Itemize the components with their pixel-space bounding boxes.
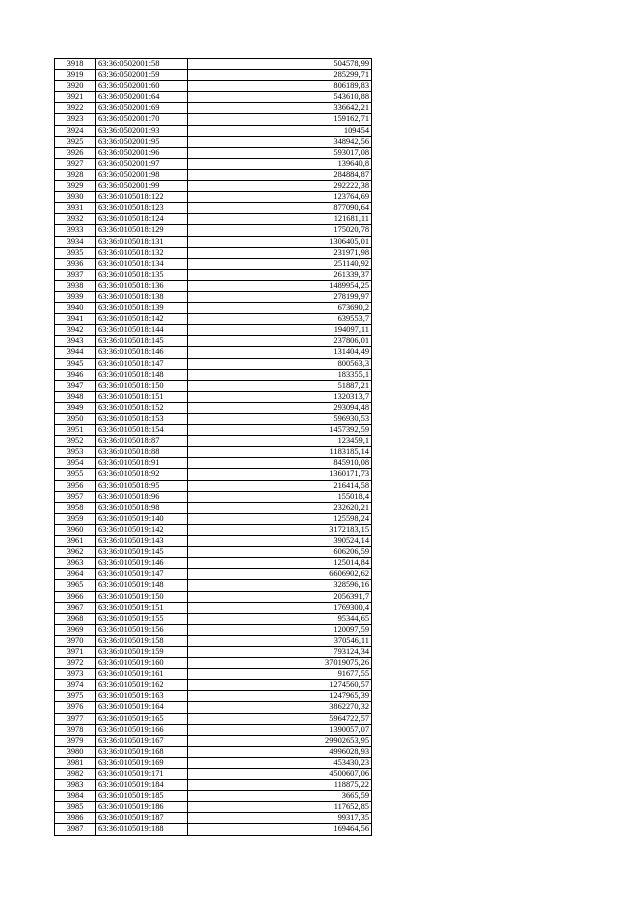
cadastral-number-cell: 63:36:0105018:135 [96, 269, 188, 280]
value-cell: 123764,69 [188, 192, 372, 203]
table-row [55, 780, 372, 791]
table-row [55, 402, 372, 413]
table-row [55, 92, 372, 103]
row-number-cell: 3969 [55, 624, 96, 635]
cadastral-number-cell: 63:36:0105018:151 [96, 391, 188, 402]
row-number-cell: 3926 [55, 147, 96, 158]
row-number-cell: 3925 [55, 136, 96, 147]
cadastral-number-cell: 63:36:0105018:154 [96, 425, 188, 436]
row-number-cell: 3949 [55, 402, 96, 413]
table-row [55, 669, 372, 680]
value-cell: 1360171,73 [188, 469, 372, 480]
row-number-cell: 3979 [55, 735, 96, 746]
cadastral-number-cell: 63:36:0105019:160 [96, 658, 188, 669]
table-row [55, 802, 372, 813]
value-cell: 1457392,59 [188, 425, 372, 436]
table-row [55, 380, 372, 391]
cadastral-number-cell: 63:36:0502001:70 [96, 114, 188, 125]
cadastral-number-cell: 63:36:0105018:147 [96, 358, 188, 369]
row-number-cell: 3977 [55, 713, 96, 724]
table-row [55, 81, 372, 92]
value-cell: 3665,59 [188, 791, 372, 802]
row-number-cell: 3930 [55, 192, 96, 203]
table-row [55, 425, 372, 436]
row-number-cell: 3954 [55, 458, 96, 469]
cadastral-number-cell: 63:36:0502001:69 [96, 103, 188, 114]
row-number-cell: 3953 [55, 447, 96, 458]
cadastral-number-cell: 63:36:0105018:136 [96, 280, 188, 291]
row-number-cell: 3919 [55, 70, 96, 81]
value-cell: 543610,88 [188, 92, 372, 103]
row-number-cell: 3952 [55, 436, 96, 447]
row-number-cell: 3964 [55, 569, 96, 580]
cadastral-number-cell: 63:36:0105019:169 [96, 757, 188, 768]
cadastral-number-cell: 63:36:0105018:144 [96, 325, 188, 336]
value-cell: 4996028,93 [188, 746, 372, 757]
row-number-cell: 3982 [55, 769, 96, 780]
value-cell: 125598,24 [188, 513, 372, 524]
row-number-cell: 3948 [55, 391, 96, 402]
table-row [55, 414, 372, 425]
cadastral-number-cell: 63:36:0502001:59 [96, 70, 188, 81]
value-cell: 194097,11 [188, 325, 372, 336]
row-number-cell: 3938 [55, 280, 96, 291]
value-cell: 95344,65 [188, 613, 372, 624]
cadastral-number-cell: 63:36:0105019:142 [96, 524, 188, 535]
row-number-cell: 3970 [55, 635, 96, 646]
value-cell: 336642,21 [188, 103, 372, 114]
value-cell: 593017,08 [188, 147, 372, 158]
row-number-cell: 3983 [55, 780, 96, 791]
table-row [55, 824, 372, 835]
value-cell: 877090,64 [188, 203, 372, 214]
table-row [55, 602, 372, 613]
cadastral-number-cell: 63:36:0105018:87 [96, 436, 188, 447]
value-cell: 348942,56 [188, 136, 372, 147]
row-number-cell: 3958 [55, 502, 96, 513]
row-number-cell: 3931 [55, 203, 96, 214]
value-cell: 109454 [188, 125, 372, 136]
row-number-cell: 3965 [55, 580, 96, 591]
cadastral-number-cell: 63:36:0105019:151 [96, 602, 188, 613]
row-number-cell: 3966 [55, 591, 96, 602]
cadastral-number-cell: 63:36:0105019:186 [96, 802, 188, 813]
row-number-cell: 3947 [55, 380, 96, 391]
table-row [55, 658, 372, 669]
row-number-cell: 3962 [55, 547, 96, 558]
cadastral-number-cell: 63:36:0105018:129 [96, 225, 188, 236]
row-number-cell: 3923 [55, 114, 96, 125]
value-cell: 4500607,06 [188, 769, 372, 780]
table-row [55, 325, 372, 336]
cadastral-number-cell: 63:36:0105018:96 [96, 491, 188, 502]
value-cell: 121681,11 [188, 214, 372, 225]
cadastral-number-cell: 63:36:0502001:99 [96, 181, 188, 192]
row-number-cell: 3941 [55, 314, 96, 325]
value-cell: 5964722,57 [188, 713, 372, 724]
cadastral-number-cell: 63:36:0105019:164 [96, 702, 188, 713]
row-number-cell: 3950 [55, 414, 96, 425]
row-number-cell: 3928 [55, 169, 96, 180]
value-cell: 6606902,62 [188, 569, 372, 580]
table-row [55, 314, 372, 325]
value-cell: 155018,4 [188, 491, 372, 502]
value-cell: 1769300,4 [188, 602, 372, 613]
table-row [55, 358, 372, 369]
cadastral-number-cell: 63:36:0105019:161 [96, 669, 188, 680]
value-cell: 1489954,25 [188, 280, 372, 291]
value-cell: 1390057,07 [188, 724, 372, 735]
table-row [55, 613, 372, 624]
value-cell: 390524,14 [188, 536, 372, 547]
cadastral-number-cell: 63:36:0105019:156 [96, 624, 188, 635]
cadastral-number-cell: 63:36:0105018:131 [96, 236, 188, 247]
value-cell: 216414,58 [188, 480, 372, 491]
value-cell: 251140,92 [188, 258, 372, 269]
table-row [55, 192, 372, 203]
table-row [55, 624, 372, 635]
table-row [55, 114, 372, 125]
table-row [55, 269, 372, 280]
cadastral-number-cell: 63:36:0502001:95 [96, 136, 188, 147]
table-row [55, 702, 372, 713]
value-cell: 125014,84 [188, 558, 372, 569]
row-number-cell: 3927 [55, 158, 96, 169]
value-cell: 175020,78 [188, 225, 372, 236]
table-row [55, 591, 372, 602]
value-cell: 639553,7 [188, 314, 372, 325]
table-row [55, 258, 372, 269]
cadastral-number-cell: 63:36:0105018:134 [96, 258, 188, 269]
table-row [55, 580, 372, 591]
cadastral-number-cell: 63:36:0105019:145 [96, 547, 188, 558]
cadastral-number-cell: 63:36:0105019:166 [96, 724, 188, 735]
row-number-cell: 3933 [55, 225, 96, 236]
value-cell: 237806,01 [188, 336, 372, 347]
table-row [55, 103, 372, 114]
row-number-cell: 3942 [55, 325, 96, 336]
value-cell: 606206,59 [188, 547, 372, 558]
row-number-cell: 3921 [55, 92, 96, 103]
table-row [55, 436, 372, 447]
table-row [55, 59, 372, 70]
cadastral-number-cell: 63:36:0105018:98 [96, 502, 188, 513]
table-row [55, 524, 372, 535]
cadastral-number-cell: 63:36:0105019:147 [96, 569, 188, 580]
row-number-cell: 3944 [55, 347, 96, 358]
cadastral-number-cell: 63:36:0105018:153 [96, 414, 188, 425]
document-page [54, 58, 372, 836]
table-row [55, 236, 372, 247]
table-row [55, 646, 372, 657]
cadastral-number-cell: 63:36:0105019:143 [96, 536, 188, 547]
cadastral-number-cell: 63:36:0105019:188 [96, 824, 188, 835]
cadastral-number-cell: 63:36:0105019:159 [96, 646, 188, 657]
table-row [55, 491, 372, 502]
table-row [55, 547, 372, 558]
value-cell: 120097,59 [188, 624, 372, 635]
cadastral-number-cell: 63:36:0105019:165 [96, 713, 188, 724]
row-number-cell: 3976 [55, 702, 96, 713]
table-row [55, 225, 372, 236]
table-row [55, 680, 372, 691]
cadastral-number-cell: 63:36:0105019:171 [96, 769, 188, 780]
cadastral-number-cell: 63:36:0502001:93 [96, 125, 188, 136]
row-number-cell: 3932 [55, 214, 96, 225]
cadastral-number-cell: 63:36:0105019:158 [96, 635, 188, 646]
table-row [55, 169, 372, 180]
table-row [55, 735, 372, 746]
value-cell: 1274560,57 [188, 680, 372, 691]
table-body [55, 59, 372, 836]
value-cell: 596930,53 [188, 414, 372, 425]
cadastral-number-cell: 63:36:0105018:152 [96, 402, 188, 413]
row-number-cell: 3973 [55, 669, 96, 680]
row-number-cell: 3922 [55, 103, 96, 114]
table-row [55, 303, 372, 314]
value-cell: 1247965,39 [188, 691, 372, 702]
cadastral-number-cell: 63:36:0105018:95 [96, 480, 188, 491]
value-cell: 845910,08 [188, 458, 372, 469]
value-cell: 37019075,26 [188, 658, 372, 669]
value-cell: 806189,83 [188, 81, 372, 92]
table-row [55, 513, 372, 524]
table-row [55, 769, 372, 780]
cadastral-number-cell: 63:36:0105018:146 [96, 347, 188, 358]
value-cell: 793124,34 [188, 646, 372, 657]
cadastral-number-cell: 63:36:0105018:122 [96, 192, 188, 203]
value-cell: 51887,21 [188, 380, 372, 391]
row-number-cell: 3918 [55, 59, 96, 70]
table-row [55, 569, 372, 580]
cadastral-number-cell: 63:36:0105019:187 [96, 813, 188, 824]
cadastral-number-cell: 63:36:0105018:124 [96, 214, 188, 225]
cadastral-number-cell: 63:36:0502001:58 [96, 59, 188, 70]
table-row [55, 347, 372, 358]
value-cell: 99317,35 [188, 813, 372, 824]
cadastral-number-cell: 63:36:0105019:167 [96, 735, 188, 746]
row-number-cell: 3956 [55, 480, 96, 491]
table-row [55, 724, 372, 735]
row-number-cell: 3937 [55, 269, 96, 280]
table-row [55, 280, 372, 291]
row-number-cell: 3957 [55, 491, 96, 502]
value-cell: 118875,22 [188, 780, 372, 791]
cadastral-number-cell: 63:36:0105018:145 [96, 336, 188, 347]
cadastral-number-cell: 63:36:0105019:163 [96, 691, 188, 702]
table-row [55, 502, 372, 513]
table-row [55, 125, 372, 136]
cadastral-number-cell: 63:36:0105018:92 [96, 469, 188, 480]
row-number-cell: 3945 [55, 358, 96, 369]
row-number-cell: 3934 [55, 236, 96, 247]
cadastral-number-cell: 63:36:0105019:140 [96, 513, 188, 524]
table-row [55, 813, 372, 824]
cadastral-number-cell: 63:36:0105018:88 [96, 447, 188, 458]
cadastral-number-cell: 63:36:0105018:148 [96, 369, 188, 380]
value-cell: 169464,56 [188, 824, 372, 835]
row-number-cell: 3959 [55, 513, 96, 524]
value-cell: 293094,48 [188, 402, 372, 413]
cadastral-number-cell: 63:36:0105019:146 [96, 558, 188, 569]
row-number-cell: 3961 [55, 536, 96, 547]
cadastral-number-cell: 63:36:0105018:123 [96, 203, 188, 214]
value-cell: 139640,8 [188, 158, 372, 169]
value-cell: 3862270,32 [188, 702, 372, 713]
table-row [55, 746, 372, 757]
value-cell: 117652,85 [188, 802, 372, 813]
row-number-cell: 3936 [55, 258, 96, 269]
table-row [55, 757, 372, 768]
cadastral-number-cell: 63:36:0105019:162 [96, 680, 188, 691]
row-number-cell: 3986 [55, 813, 96, 824]
cadastral-number-cell: 63:36:0105019:184 [96, 780, 188, 791]
row-number-cell: 3971 [55, 646, 96, 657]
table-row [55, 558, 372, 569]
cadastral-number-cell: 63:36:0105019:155 [96, 613, 188, 624]
row-number-cell: 3943 [55, 336, 96, 347]
row-number-cell: 3980 [55, 746, 96, 757]
table-row [55, 181, 372, 192]
value-cell: 284884,87 [188, 169, 372, 180]
value-cell: 673690,2 [188, 303, 372, 314]
table-row [55, 291, 372, 302]
row-number-cell: 3960 [55, 524, 96, 535]
value-cell: 123459,1 [188, 436, 372, 447]
row-number-cell: 3968 [55, 613, 96, 624]
table-row [55, 458, 372, 469]
value-cell: 1306405,01 [188, 236, 372, 247]
cadastral-value-table [54, 58, 372, 836]
table-row [55, 70, 372, 81]
cadastral-number-cell: 63:36:0105018:132 [96, 247, 188, 258]
value-cell: 370546,11 [188, 635, 372, 646]
value-cell: 285299,71 [188, 70, 372, 81]
row-number-cell: 3935 [55, 247, 96, 258]
row-number-cell: 3920 [55, 81, 96, 92]
row-number-cell: 3981 [55, 757, 96, 768]
table-row [55, 247, 372, 258]
table-row [55, 136, 372, 147]
table-row [55, 536, 372, 547]
row-number-cell: 3951 [55, 425, 96, 436]
row-number-cell: 3939 [55, 291, 96, 302]
value-cell: 131404,49 [188, 347, 372, 358]
table-row [55, 147, 372, 158]
table-row [55, 214, 372, 225]
value-cell: 232620,21 [188, 502, 372, 513]
value-cell: 1320313,7 [188, 391, 372, 402]
cadastral-number-cell: 63:36:0502001:64 [96, 92, 188, 103]
table-row [55, 791, 372, 802]
table-row [55, 369, 372, 380]
cadastral-number-cell: 63:36:0105018:139 [96, 303, 188, 314]
value-cell: 292222,38 [188, 181, 372, 192]
row-number-cell: 3967 [55, 602, 96, 613]
table-row [55, 713, 372, 724]
value-cell: 1183185,14 [188, 447, 372, 458]
cadastral-number-cell: 63:36:0105019:168 [96, 746, 188, 757]
table-row [55, 635, 372, 646]
table-row [55, 203, 372, 214]
row-number-cell: 3924 [55, 125, 96, 136]
value-cell: 29902653,95 [188, 735, 372, 746]
value-cell: 2056391,7 [188, 591, 372, 602]
table-row [55, 691, 372, 702]
row-number-cell: 3972 [55, 658, 96, 669]
cadastral-number-cell: 63:36:0105019:185 [96, 791, 188, 802]
cadastral-number-cell: 63:36:0105018:150 [96, 380, 188, 391]
row-number-cell: 3975 [55, 691, 96, 702]
cadastral-number-cell: 63:36:0105019:150 [96, 591, 188, 602]
row-number-cell: 3984 [55, 791, 96, 802]
value-cell: 231971,98 [188, 247, 372, 258]
value-cell: 800563,3 [188, 358, 372, 369]
table-row [55, 447, 372, 458]
cadastral-number-cell: 63:36:0502001:98 [96, 169, 188, 180]
cadastral-number-cell: 63:36:0105018:138 [96, 291, 188, 302]
row-number-cell: 3974 [55, 680, 96, 691]
row-number-cell: 3940 [55, 303, 96, 314]
table-row [55, 158, 372, 169]
cadastral-number-cell: 63:36:0502001:97 [96, 158, 188, 169]
row-number-cell: 3987 [55, 824, 96, 835]
cadastral-number-cell: 63:36:0502001:96 [96, 147, 188, 158]
row-number-cell: 3978 [55, 724, 96, 735]
row-number-cell: 3929 [55, 181, 96, 192]
value-cell: 3172183,15 [188, 524, 372, 535]
table-row [55, 469, 372, 480]
value-cell: 328596,16 [188, 580, 372, 591]
value-cell: 183355,1 [188, 369, 372, 380]
table-row [55, 391, 372, 402]
row-number-cell: 3985 [55, 802, 96, 813]
cadastral-number-cell: 63:36:0105018:142 [96, 314, 188, 325]
value-cell: 453430,23 [188, 757, 372, 768]
cadastral-number-cell: 63:36:0105019:148 [96, 580, 188, 591]
row-number-cell: 3955 [55, 469, 96, 480]
row-number-cell: 3963 [55, 558, 96, 569]
value-cell: 261339,37 [188, 269, 372, 280]
cadastral-number-cell: 63:36:0502001:60 [96, 81, 188, 92]
value-cell: 91677,55 [188, 669, 372, 680]
value-cell: 159162,71 [188, 114, 372, 125]
value-cell: 278199,97 [188, 291, 372, 302]
table-row [55, 336, 372, 347]
value-cell: 504578,99 [188, 59, 372, 70]
table-row [55, 480, 372, 491]
cadastral-number-cell: 63:36:0105018:91 [96, 458, 188, 469]
row-number-cell: 3946 [55, 369, 96, 380]
